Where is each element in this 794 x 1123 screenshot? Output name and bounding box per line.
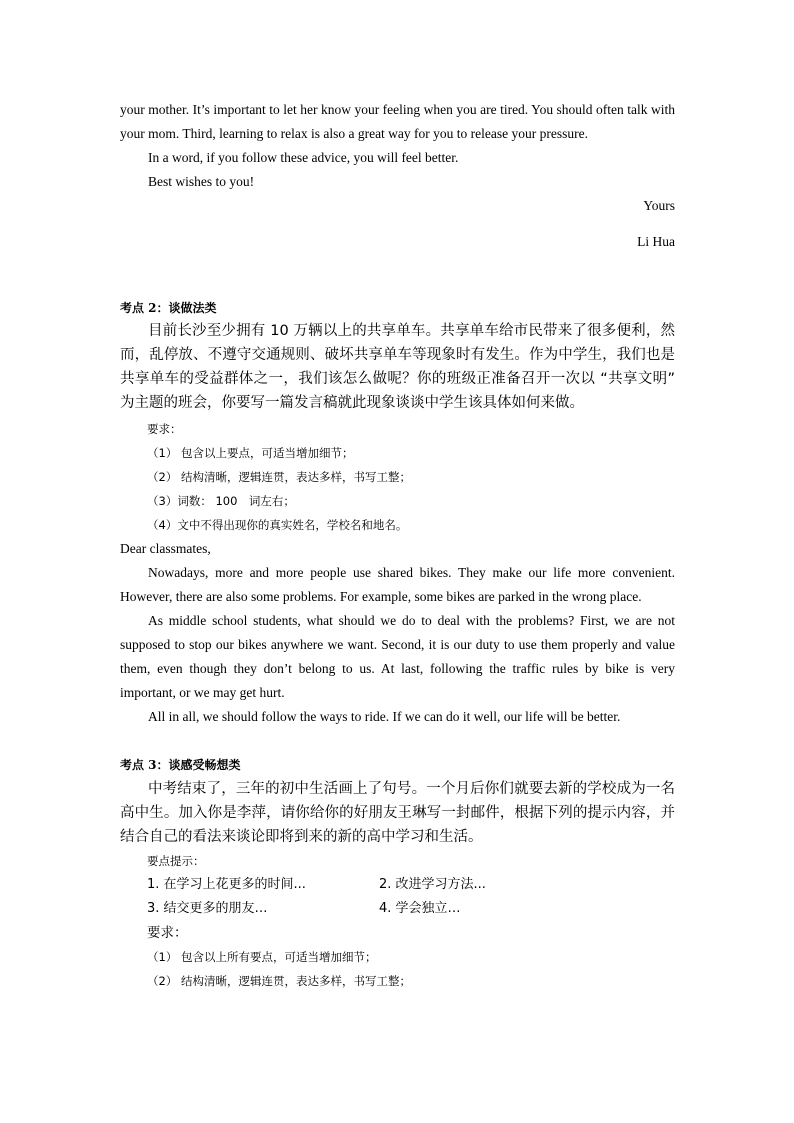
letter-paragraph: In a word, if you follow these advice, you will feel better. xyxy=(148,150,459,165)
requirements-label: 要求： xyxy=(147,422,182,436)
requirement-item: （3）词数： 100 词左右； xyxy=(147,494,295,508)
letter-paragraph: your mother. It’s important to let her know your feeling when you are tired. You should often talk with your mom. Third, learning to relax is also a great way for you to release your pressure. xyxy=(120,102,675,141)
greeting: Dear classmates, xyxy=(120,541,211,556)
letter-signature: Li Hua xyxy=(637,234,675,249)
letter-paragraph: Best wishes to you! xyxy=(148,174,255,189)
tip-item: 3. 结交更多的朋友… xyxy=(147,901,268,916)
letter-closing: Yours xyxy=(643,198,675,213)
essay-paragraph: Nowadays, more and more people use shared bikes. They make our life more convenient. However, there are also some problems. For example, some bikes are parked in the wrong place. xyxy=(120,565,675,604)
requirement-item: （2） 结构清晰，逻辑连贯，表达多样，书写工整； xyxy=(147,974,411,988)
essay-paragraph: As middle school students, what should we do to deal with the problems? First, we are not supposed to stop our bikes anywhere we want. Second, it is our duty to use them properly and value them, even though they don’t belong to us. At last, following the traffic rules by bike is very important, or we may get hurt. xyxy=(120,613,675,700)
tip-item: 4. 学会独立… xyxy=(379,901,461,916)
tip-item: 2. 改进学习方法... xyxy=(379,877,486,892)
requirement-item: （1） 包含以上要点，可适当增加细节； xyxy=(147,446,354,460)
section-heading: 考点 2：谈做法类 xyxy=(120,301,217,315)
tip-item: 1. 在学习上花更多的时间... xyxy=(147,877,306,892)
requirement-item: （2） 结构清晰，逻辑连贯，表达多样，书写工整； xyxy=(147,470,411,484)
prompt-text: 中考结束了，三年的初中生活画上了句号。一个月后你们就要去新的学校成为一名高中生。加入你是李萍，请你给你的好朋友王琳写一封邮件，根据下列的提示内容，并结合自己的看法来谈论即将到来的新的高中学习和生活。 xyxy=(120,781,675,845)
requirements-label: 要求： xyxy=(147,925,188,941)
tips-label: 要点提示： xyxy=(147,854,205,868)
tips-row xyxy=(147,897,702,921)
essay-paragraph: All in all, we should follow the ways to ride. If we can do it well, our life will be better. xyxy=(148,709,621,724)
section-heading: 考点 3：谈感受畅想类 xyxy=(120,758,241,772)
requirement-item: （4）文中不得出现你的真实姓名，学校名和地名。 xyxy=(147,518,408,532)
tips-row xyxy=(147,873,702,897)
prompt-text: 目前长沙至少拥有 10 万辆以上的共享单车。共享单车给市民带来了很多便利，然而，乱停放、不遵守交通规则、破坏共享单车等现象时有发生。作为中学生，我们也是共享单车的受益群体之一，我们该怎么做呢？你的班级正准备召开一次以 “共享文明” 为主题的班会，你要写一篇发言稿就此现象谈谈中学生该具体如何来做。 xyxy=(120,323,675,411)
requirement-item: （1） 包含以上所有要点，可适当增加细节； xyxy=(147,950,377,964)
